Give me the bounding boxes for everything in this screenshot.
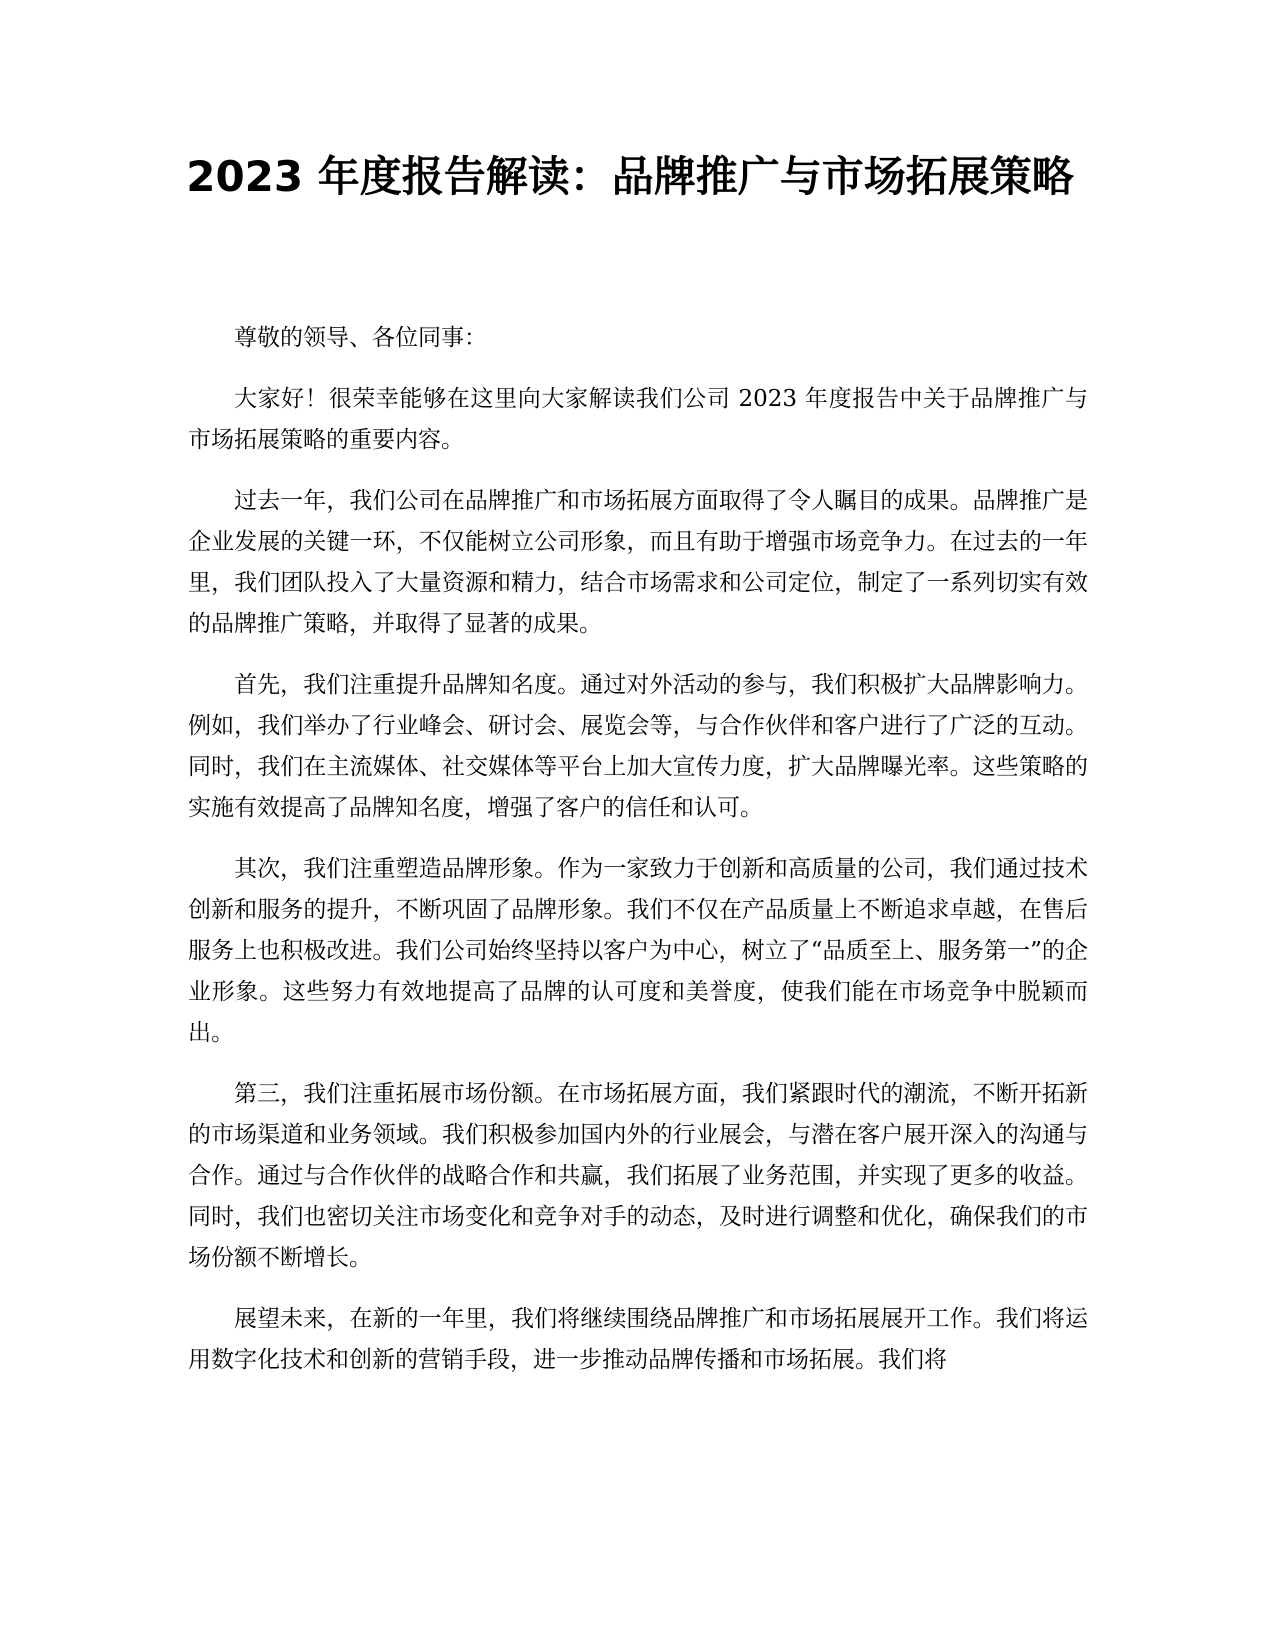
- document-title: 2023 年度报告解读：品牌推广与市场拓展策略: [186, 152, 1074, 201]
- brand-image-paragraph: 其次，我们注重塑造品牌形象。作为一家致力于创新和高质量的公司，我们通过技术创新和服务的提升，不断巩固了品牌形象。我们不仅在产品质量上不断追求卓越，在售后服务上也积极改进。我们公司始终坚持以客户为中心，树立了“品质至上、服务第一”的企业形象。这些努力有效地提高了品牌的认可度和美誉度，使我们能在市场竞争中脱颖而出。: [188, 856, 1088, 1046]
- document-body: [188, 318, 1088, 1401]
- market-share-paragraph: 第三，我们注重拓展市场份额。在市场拓展方面，我们紧跟时代的潮流，不断开拓新的市场渠道和业务领域。我们积极参加国内外的行业展会，与潜在客户展开深入的沟通与合作。通过与合作伙伴的战略合作和共赢，我们拓展了业务范围，并实现了更多的收益。同时，我们也密切关注市场变化和竞争对手的动态，及时进行调整和优化，确保我们的市场份额不断增长。: [188, 1081, 1088, 1271]
- outlook-paragraph: 展望未来，在新的一年里，我们将继续围绕品牌推广和市场拓展展开工作。我们将运用数字化技术和创新的营销手段，进一步推动品牌传播和市场拓展。我们将: [188, 1306, 1088, 1373]
- salutation-paragraph: 尊敬的领导、各位同事：: [234, 325, 487, 351]
- intro-paragraph: 大家好！很荣幸能够在这里向大家解读我们公司 2023 年度报告中关于品牌推广与市场拓展策略的重要内容。: [188, 386, 1088, 453]
- brand-awareness-paragraph: 首先，我们注重提升品牌知名度。通过对外活动的参与，我们积极扩大品牌影响力。例如，我们举办了行业峰会、研讨会、展览会等，与合作伙伴和客户进行了广泛的互动。同时，我们在主流媒体、社交媒体等平台上加大宣传力度，扩大品牌曝光率。这些策略的实施有效提高了品牌知名度，增强了客户的信任和认可。: [188, 672, 1088, 821]
- review-paragraph: 过去一年，我们公司在品牌推广和市场拓展方面取得了令人瞩目的成果。品牌推广是企业发展的关键一环，不仅能树立公司形象，而且有助于增强市场竞争力。在过去的一年里，我们团队投入了大量资源和精力，结合市场需求和公司定位，制定了一系列切实有效的品牌推广策略，并取得了显著的成果。: [188, 488, 1088, 637]
